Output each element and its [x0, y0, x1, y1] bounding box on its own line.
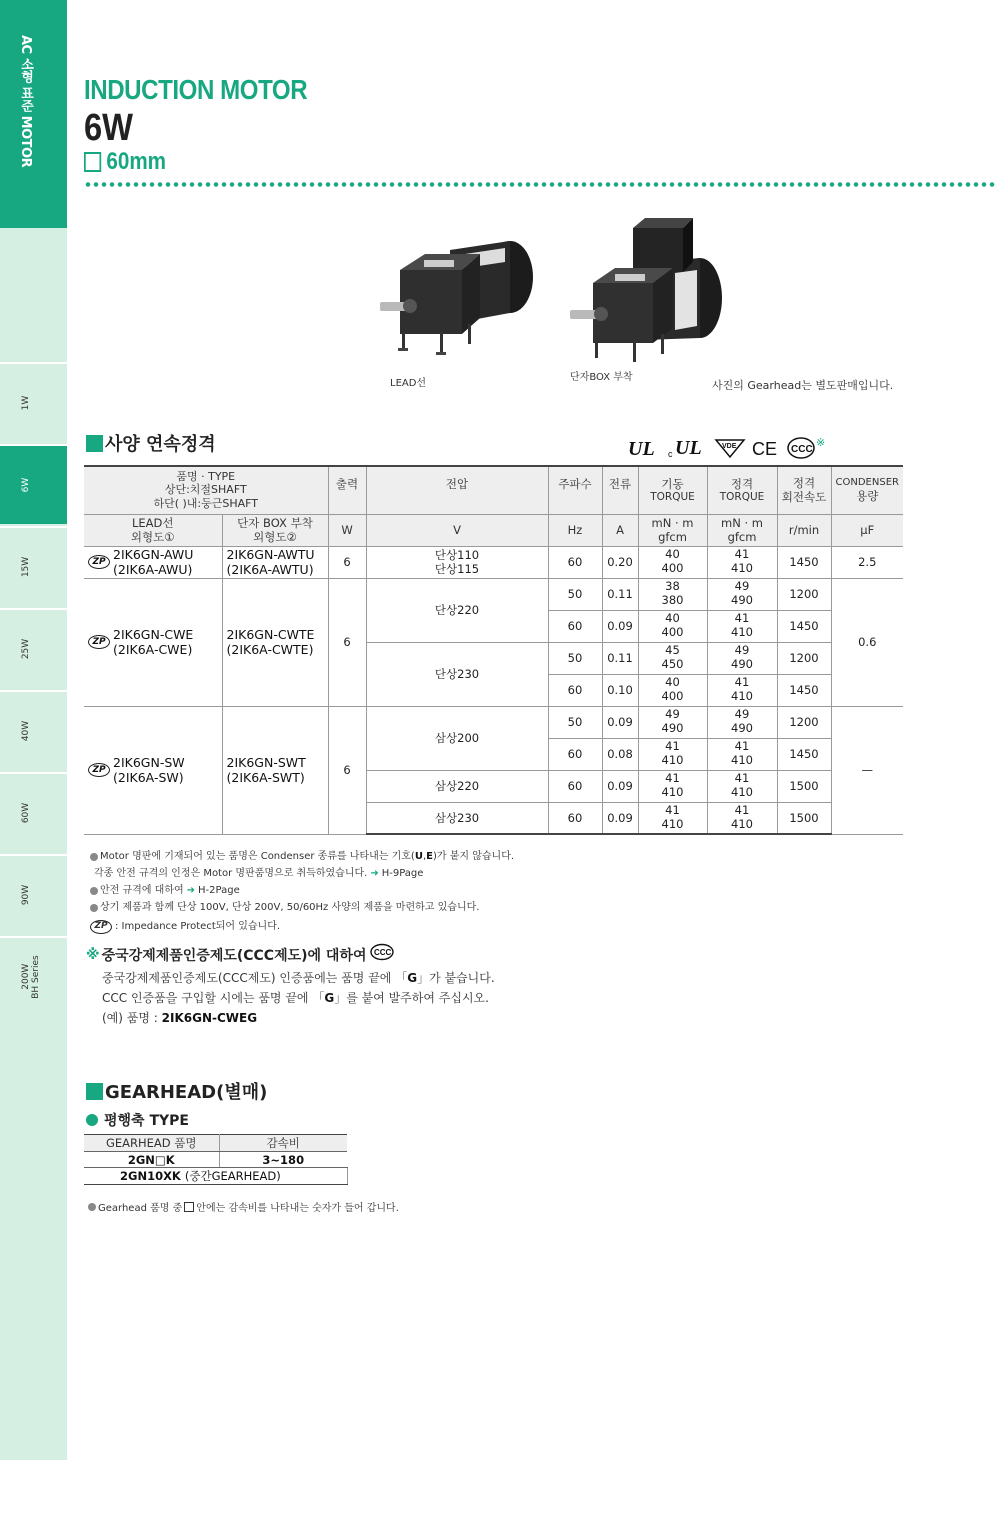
- model-name: (2IK6A-CWTE): [226, 642, 314, 658]
- header-line: 기동: [661, 476, 684, 491]
- cell-line: 41: [665, 803, 680, 818]
- current-value: 0.09: [602, 802, 638, 834]
- zp-icon: ZP: [88, 555, 110, 569]
- cell-line: 49: [665, 707, 680, 722]
- power-title: 6W: [84, 107, 134, 149]
- current-value: 0.09: [602, 706, 638, 738]
- table-row: [84, 1168, 347, 1185]
- box-header: [222, 514, 328, 546]
- sidebar-tab-200w[interactable]: [0, 936, 67, 1016]
- note-3: [90, 882, 514, 899]
- start-torque-value: [638, 738, 707, 770]
- section-marker-icon: [86, 1083, 103, 1100]
- header-line: 정격: [730, 476, 754, 491]
- header-line: TORQUE: [650, 490, 695, 503]
- cell-line: 450: [661, 657, 684, 672]
- gearhead-name-label: 2GN10XK: [120, 1169, 181, 1183]
- ccc-body: [102, 968, 495, 1028]
- sidebar-tab-90w[interactable]: [0, 854, 67, 934]
- ccc-text: 」가 붙습니다.: [417, 971, 495, 985]
- sidebar-tab-label: 200W BH Series: [21, 955, 41, 999]
- model-name: 2IK6GN-SW: [113, 754, 185, 770]
- note-2: [90, 865, 514, 882]
- svg-text:CCC: CCC: [373, 948, 391, 957]
- unit-output: W: [328, 514, 366, 546]
- cell-line: 410: [731, 817, 753, 831]
- freq-value: 60: [548, 738, 602, 770]
- ul-mark-icon: [628, 438, 662, 458]
- spec-table: [84, 465, 903, 835]
- start-torque-value: [638, 706, 707, 738]
- rated-torque-value: [707, 738, 777, 770]
- model-header-title: 품명 · TYPE: [176, 469, 236, 483]
- cell-line: 490: [661, 721, 684, 736]
- header-line: gfcm: [658, 530, 687, 544]
- sidebar-tab-label: 6W: [21, 477, 31, 493]
- svg-text:UL: UL: [675, 437, 702, 459]
- rated-torque-value: [707, 642, 777, 674]
- rated-speed-header: [777, 466, 831, 514]
- rated-torque-value: [707, 578, 777, 610]
- ccc-title-label: 중국강제제품인증제도(CCC제도)에 대하여: [101, 948, 367, 964]
- cell-line: 410: [731, 753, 753, 768]
- note-1: [90, 848, 514, 865]
- speed-value: 1500: [777, 770, 831, 802]
- output-header: 출력: [328, 466, 366, 514]
- cell-line: 490: [731, 721, 753, 736]
- model-name: 2IK6GN-CWTE: [226, 626, 315, 642]
- freq-value: 60: [548, 770, 602, 802]
- cell-line: 41: [734, 611, 750, 626]
- ccc-text: 」를 붙여 발주하여 주십시오.: [334, 991, 489, 1005]
- svg-text:c: c: [668, 449, 673, 459]
- sidebar-header-label: AC 소형 표준 MOTOR: [18, 35, 33, 168]
- freq-value: 60: [548, 802, 602, 834]
- start-torque-value: [638, 610, 707, 642]
- sidebar-tab-label: 40W: [21, 720, 31, 742]
- cell-line: 410: [731, 625, 753, 640]
- bullet-icon: [90, 887, 98, 895]
- note-symbol-u: U: [414, 851, 423, 862]
- cell-line: 삼상230: [434, 810, 480, 825]
- model-name: (2IK6A-AWTU): [226, 562, 314, 578]
- voltage-value: [366, 546, 548, 578]
- header-line: 외형도②: [253, 530, 297, 544]
- speed-value: 1200: [777, 706, 831, 738]
- gearhead-name: 2GN□K: [84, 1152, 219, 1168]
- note-text: : Impedance Protect되어 있습니다.: [115, 921, 281, 932]
- certification-marks: [628, 436, 825, 460]
- cell-line: 40: [665, 675, 680, 690]
- freq-value: 50: [548, 642, 602, 674]
- header-line: gfcm: [727, 530, 757, 544]
- gearhead-table: [84, 1134, 348, 1185]
- gearhead-col-ratio: 감속비: [219, 1135, 347, 1152]
- current-value: 0.09: [602, 610, 638, 642]
- frame-size: [84, 148, 166, 176]
- table-row: [84, 546, 903, 578]
- cell-line: 45: [665, 643, 680, 658]
- cell-line: 490: [731, 657, 753, 672]
- sidebar-header: [0, 0, 67, 228]
- ccc-line-1: [102, 968, 495, 988]
- sidebar-nav: [0, 0, 67, 1460]
- start-torque-header: [638, 466, 707, 514]
- table-row: [84, 1152, 347, 1168]
- model-name: 2IK6GN-AWU: [113, 546, 194, 562]
- rated-torque-value: [707, 706, 777, 738]
- cell-line: 단상115: [434, 562, 480, 577]
- gearhead-note-text: Gearhead 품명 중: [98, 1203, 183, 1214]
- condenser-value: 2.5: [831, 546, 903, 578]
- start-torque-value: [638, 578, 707, 610]
- model-name: 2IK6GN-CWE: [113, 626, 194, 642]
- gearhead-section-title: [86, 1078, 267, 1104]
- ccc-line-3: [102, 1008, 495, 1028]
- start-torque-value: [638, 770, 707, 802]
- header-line: 회전속도: [781, 490, 827, 505]
- output-value: 6: [328, 578, 366, 706]
- note-text: Motor 명판에 기재되어 있는 품명은 Condenser 종류를 나타내는 기호(: [100, 851, 415, 862]
- cell-line: 41: [734, 803, 750, 818]
- gearhead-title-label: GEARHEAD(별매): [105, 1082, 268, 1103]
- current-value: 0.20: [602, 546, 638, 578]
- current-value: 0.11: [602, 578, 638, 610]
- bullet-icon: [90, 853, 98, 861]
- rated-torque-value: [707, 674, 777, 706]
- motor-terminal-box-photo: [565, 218, 725, 368]
- bullet-icon: [88, 1203, 96, 1211]
- note-text: )가 붙지 않습니다.: [433, 851, 515, 862]
- rated-torque-value: [707, 802, 777, 834]
- start-torque-value: [638, 802, 707, 834]
- section-marker-icon: [86, 435, 103, 452]
- voltage-value: [366, 802, 548, 834]
- cell-line: 49: [734, 707, 750, 722]
- condenser-header: [831, 466, 903, 514]
- header-line: 정격: [792, 475, 816, 490]
- gearhead-subtitle-label: 평행축 TYPE: [104, 1113, 189, 1129]
- svg-text:CE: CE: [752, 439, 778, 458]
- bullet-icon: [90, 904, 98, 912]
- freq-value: 60: [548, 546, 602, 578]
- ccc-text: (예) 품명 :: [102, 1011, 162, 1025]
- model-box: [222, 546, 328, 578]
- vde-mark-icon: [714, 437, 746, 459]
- cell-line: 410: [731, 785, 753, 800]
- model-name: 2IK6GN-SWT: [226, 754, 306, 770]
- cell-line: 삼상200: [434, 731, 480, 746]
- ce-mark-icon: [752, 438, 780, 458]
- freq-value: 60: [548, 674, 602, 706]
- gearhead-ratio: 3~180: [219, 1152, 347, 1168]
- ccc-suffix-g: G: [324, 991, 335, 1005]
- unit-speed: r/min: [777, 514, 831, 546]
- cell-line: 49: [734, 643, 750, 658]
- rated-torque-value: [707, 610, 777, 642]
- table-row: [84, 706, 903, 738]
- square-placeholder-icon: [184, 1202, 194, 1212]
- model-box: [222, 578, 328, 706]
- header-line: TORQUE: [719, 490, 765, 503]
- note-5: [90, 918, 514, 935]
- cell-line: 410: [661, 817, 684, 831]
- sidebar-tab-label: 15W: [21, 556, 31, 578]
- spec-section-title: [86, 430, 216, 456]
- speed-value: 1200: [777, 642, 831, 674]
- cert-reference-mark: ※: [816, 435, 826, 449]
- condenser-value: 0.6: [831, 578, 903, 706]
- cell-line: 41: [734, 547, 750, 562]
- svg-text:UL: UL: [628, 438, 655, 458]
- header-line: 외형도①: [130, 530, 175, 544]
- dot-icon: [86, 1114, 98, 1126]
- cell-line: 400: [661, 689, 684, 704]
- zp-icon: ZP: [88, 635, 110, 649]
- freq-value: 50: [548, 706, 602, 738]
- cell-line: 41: [734, 739, 750, 754]
- cell-line: 단상230: [434, 667, 480, 682]
- ccc-line-2: [102, 988, 495, 1008]
- lead-header: [84, 514, 222, 546]
- cell-line: 380: [661, 593, 684, 608]
- current-value: 0.11: [602, 642, 638, 674]
- speed-value: 1200: [777, 578, 831, 610]
- page-title: INDUCTION MOTOR: [84, 74, 308, 105]
- header-line: CONDENSER: [835, 476, 899, 488]
- reference-mark: ※: [86, 947, 100, 963]
- sidebar-tab-label: 25W: [21, 638, 31, 660]
- cell-line: 41: [734, 675, 750, 690]
- ccc-mark-icon: [786, 436, 816, 460]
- frame-size-label: 60mm: [106, 148, 167, 175]
- ccc-suffix-g: G: [407, 971, 418, 985]
- start-torque-value: [638, 674, 707, 706]
- model-name: (2IK6A-SW): [113, 770, 184, 786]
- voltage-value: [366, 578, 548, 642]
- note-4: [90, 899, 514, 916]
- arrow-right-icon: ➜: [370, 868, 379, 879]
- cell-line: 40: [665, 611, 680, 626]
- unit-voltage: V: [366, 514, 548, 546]
- cell-line: 400: [661, 625, 684, 640]
- gearhead-note: [88, 1199, 399, 1214]
- cell-line: 38: [665, 579, 680, 594]
- voltage-value: [366, 642, 548, 706]
- output-value: 6: [328, 706, 366, 834]
- zp-icon: ZP: [88, 763, 110, 777]
- cell-line: 410: [731, 561, 753, 576]
- gearhead-name: [84, 1168, 347, 1185]
- speed-value: 1450: [777, 674, 831, 706]
- voltage-header: 전압: [366, 466, 548, 514]
- rated-torque-header: [707, 466, 777, 514]
- dotted-divider: [84, 182, 996, 187]
- zp-icon: ZP: [90, 920, 112, 934]
- speed-value: 1450: [777, 738, 831, 770]
- cell-line: 단상220: [434, 603, 480, 618]
- arrow-right-icon: ➜: [186, 885, 196, 896]
- gearhead-subtitle: [86, 1110, 189, 1130]
- page-link-h9[interactable]: H-9Page: [381, 868, 424, 879]
- current-value: 0.09: [602, 770, 638, 802]
- cell-line: 41: [734, 771, 750, 786]
- rated-torque-value: [707, 770, 777, 802]
- model-name: (2IK6A-SWT): [226, 770, 305, 786]
- header-line: 단자 BOX 부착: [237, 515, 313, 530]
- motor-lead-photo: [380, 232, 535, 362]
- sidebar-tab-25w[interactable]: [0, 608, 67, 688]
- page-link-h2[interactable]: H-2Page: [198, 885, 240, 896]
- voltage-value: [366, 706, 548, 770]
- cell-line: 400: [661, 561, 684, 576]
- model-box: [222, 706, 328, 834]
- ccc-section-title: [86, 945, 395, 965]
- photo-caption-box: 단자BOX 부착: [570, 372, 633, 383]
- cell-line: 410: [661, 785, 684, 800]
- cell-line: 49: [734, 579, 750, 594]
- header-line: mN · m: [721, 515, 763, 530]
- current-value: 0.08: [602, 738, 638, 770]
- photo-note: 사진의 Gearhead는 별도판매입니다.: [712, 379, 894, 392]
- cul-mark-icon: [668, 437, 708, 459]
- start-torque-value: [638, 642, 707, 674]
- ccc-text: 중국강제제품인증제도(CCC제도) 인증품에는 품명 끝에 「: [102, 971, 408, 985]
- sidebar-tab-40w[interactable]: [0, 690, 67, 770]
- rated-torque-value: [707, 546, 777, 578]
- gearhead-name-suffix: (중간GEARHEAD): [184, 1169, 281, 1183]
- model-name: (2IK6A-AWU): [113, 562, 193, 578]
- cell-line: 490: [731, 593, 753, 608]
- model-lead: [84, 706, 222, 834]
- note-text: ,: [422, 851, 427, 862]
- model-name: (2IK6A-CWE): [113, 642, 193, 658]
- header-line: 용량: [856, 489, 879, 504]
- model-name: 2IK6GN-AWTU: [226, 546, 315, 562]
- sidebar-tab-6w[interactable]: [0, 444, 67, 524]
- output-value: 6: [328, 546, 366, 578]
- unit-capacity: μF: [831, 514, 903, 546]
- cell-line: 410: [731, 689, 753, 704]
- note-text: 각종 안전 규격의 인정은 Motor 명판품명으로 취득하였습니다.: [94, 868, 368, 879]
- photo-caption-lead: LEAD선: [390, 378, 427, 389]
- sidebar-tab-60w[interactable]: [0, 772, 67, 852]
- ccc-mark-icon: [369, 943, 395, 961]
- voltage-value: [366, 770, 548, 802]
- cell-line: 41: [665, 739, 680, 754]
- model-header-top: 상단:치절SHAFT: [164, 483, 247, 497]
- sidebar-tab-15w[interactable]: [0, 526, 67, 606]
- square-frame-icon: [84, 152, 101, 172]
- unit-start-torque: [638, 514, 707, 546]
- gearhead-note-text: 안에는 감속비를 나타내는 숫자가 들어 갑니다.: [196, 1203, 399, 1214]
- freq-header: 주파수: [548, 466, 602, 514]
- sidebar-tab-1w[interactable]: [0, 362, 67, 442]
- current-header: 전류: [602, 466, 638, 514]
- sidebar-tab-label: 60W: [21, 802, 31, 824]
- table-row: [84, 578, 903, 610]
- ccc-text: CCC 인증품을 구입할 시에는 품명 끝에 「: [102, 991, 325, 1005]
- unit-current: A: [602, 514, 638, 546]
- svg-text:VDE: VDE: [722, 443, 737, 450]
- gearhead-col-name: GEARHEAD 품명: [84, 1135, 219, 1152]
- cell-line: 단상110: [434, 547, 480, 562]
- note-symbol-e: E: [426, 851, 433, 862]
- header-line: mN · m: [651, 515, 694, 530]
- note-text: 안전 규격에 대하여: [100, 885, 184, 896]
- model-header-bottom: 하단( )내:둥근SHAFT: [153, 497, 259, 511]
- note-text: 상기 제품과 함께 단상 100V, 단상 200V, 50/60Hz 사양의 제품을 마련하고 있습니다.: [100, 902, 480, 913]
- condenser-value: —: [831, 706, 903, 834]
- model-lead: [84, 546, 222, 578]
- model-lead: [84, 578, 222, 706]
- speed-value: 1450: [777, 546, 831, 578]
- spec-notes: [90, 848, 514, 935]
- cell-line: 41: [665, 771, 680, 786]
- unit-rated-torque: [707, 514, 777, 546]
- start-torque-value: [638, 546, 707, 578]
- header-line: LEAD선: [131, 515, 174, 530]
- sidebar-tab-label: 1W: [21, 395, 31, 411]
- spec-title-label: 사양 연속정격: [105, 434, 216, 455]
- sidebar-tab-label: 90W: [21, 884, 31, 906]
- speed-value: 1450: [777, 610, 831, 642]
- freq-value: 50: [548, 578, 602, 610]
- model-header: [84, 466, 328, 514]
- cell-line: 삼상220: [434, 779, 480, 794]
- cell-line: 410: [661, 753, 684, 768]
- svg-text:CCC: CCC: [791, 444, 813, 455]
- unit-freq: Hz: [548, 514, 602, 546]
- current-value: 0.10: [602, 674, 638, 706]
- speed-value: 1500: [777, 802, 831, 834]
- cell-line: 40: [665, 547, 680, 562]
- spec-table-body: [84, 546, 903, 834]
- ccc-example-model: 2IK6GN-CWEG: [161, 1011, 258, 1025]
- freq-value: 60: [548, 610, 602, 642]
